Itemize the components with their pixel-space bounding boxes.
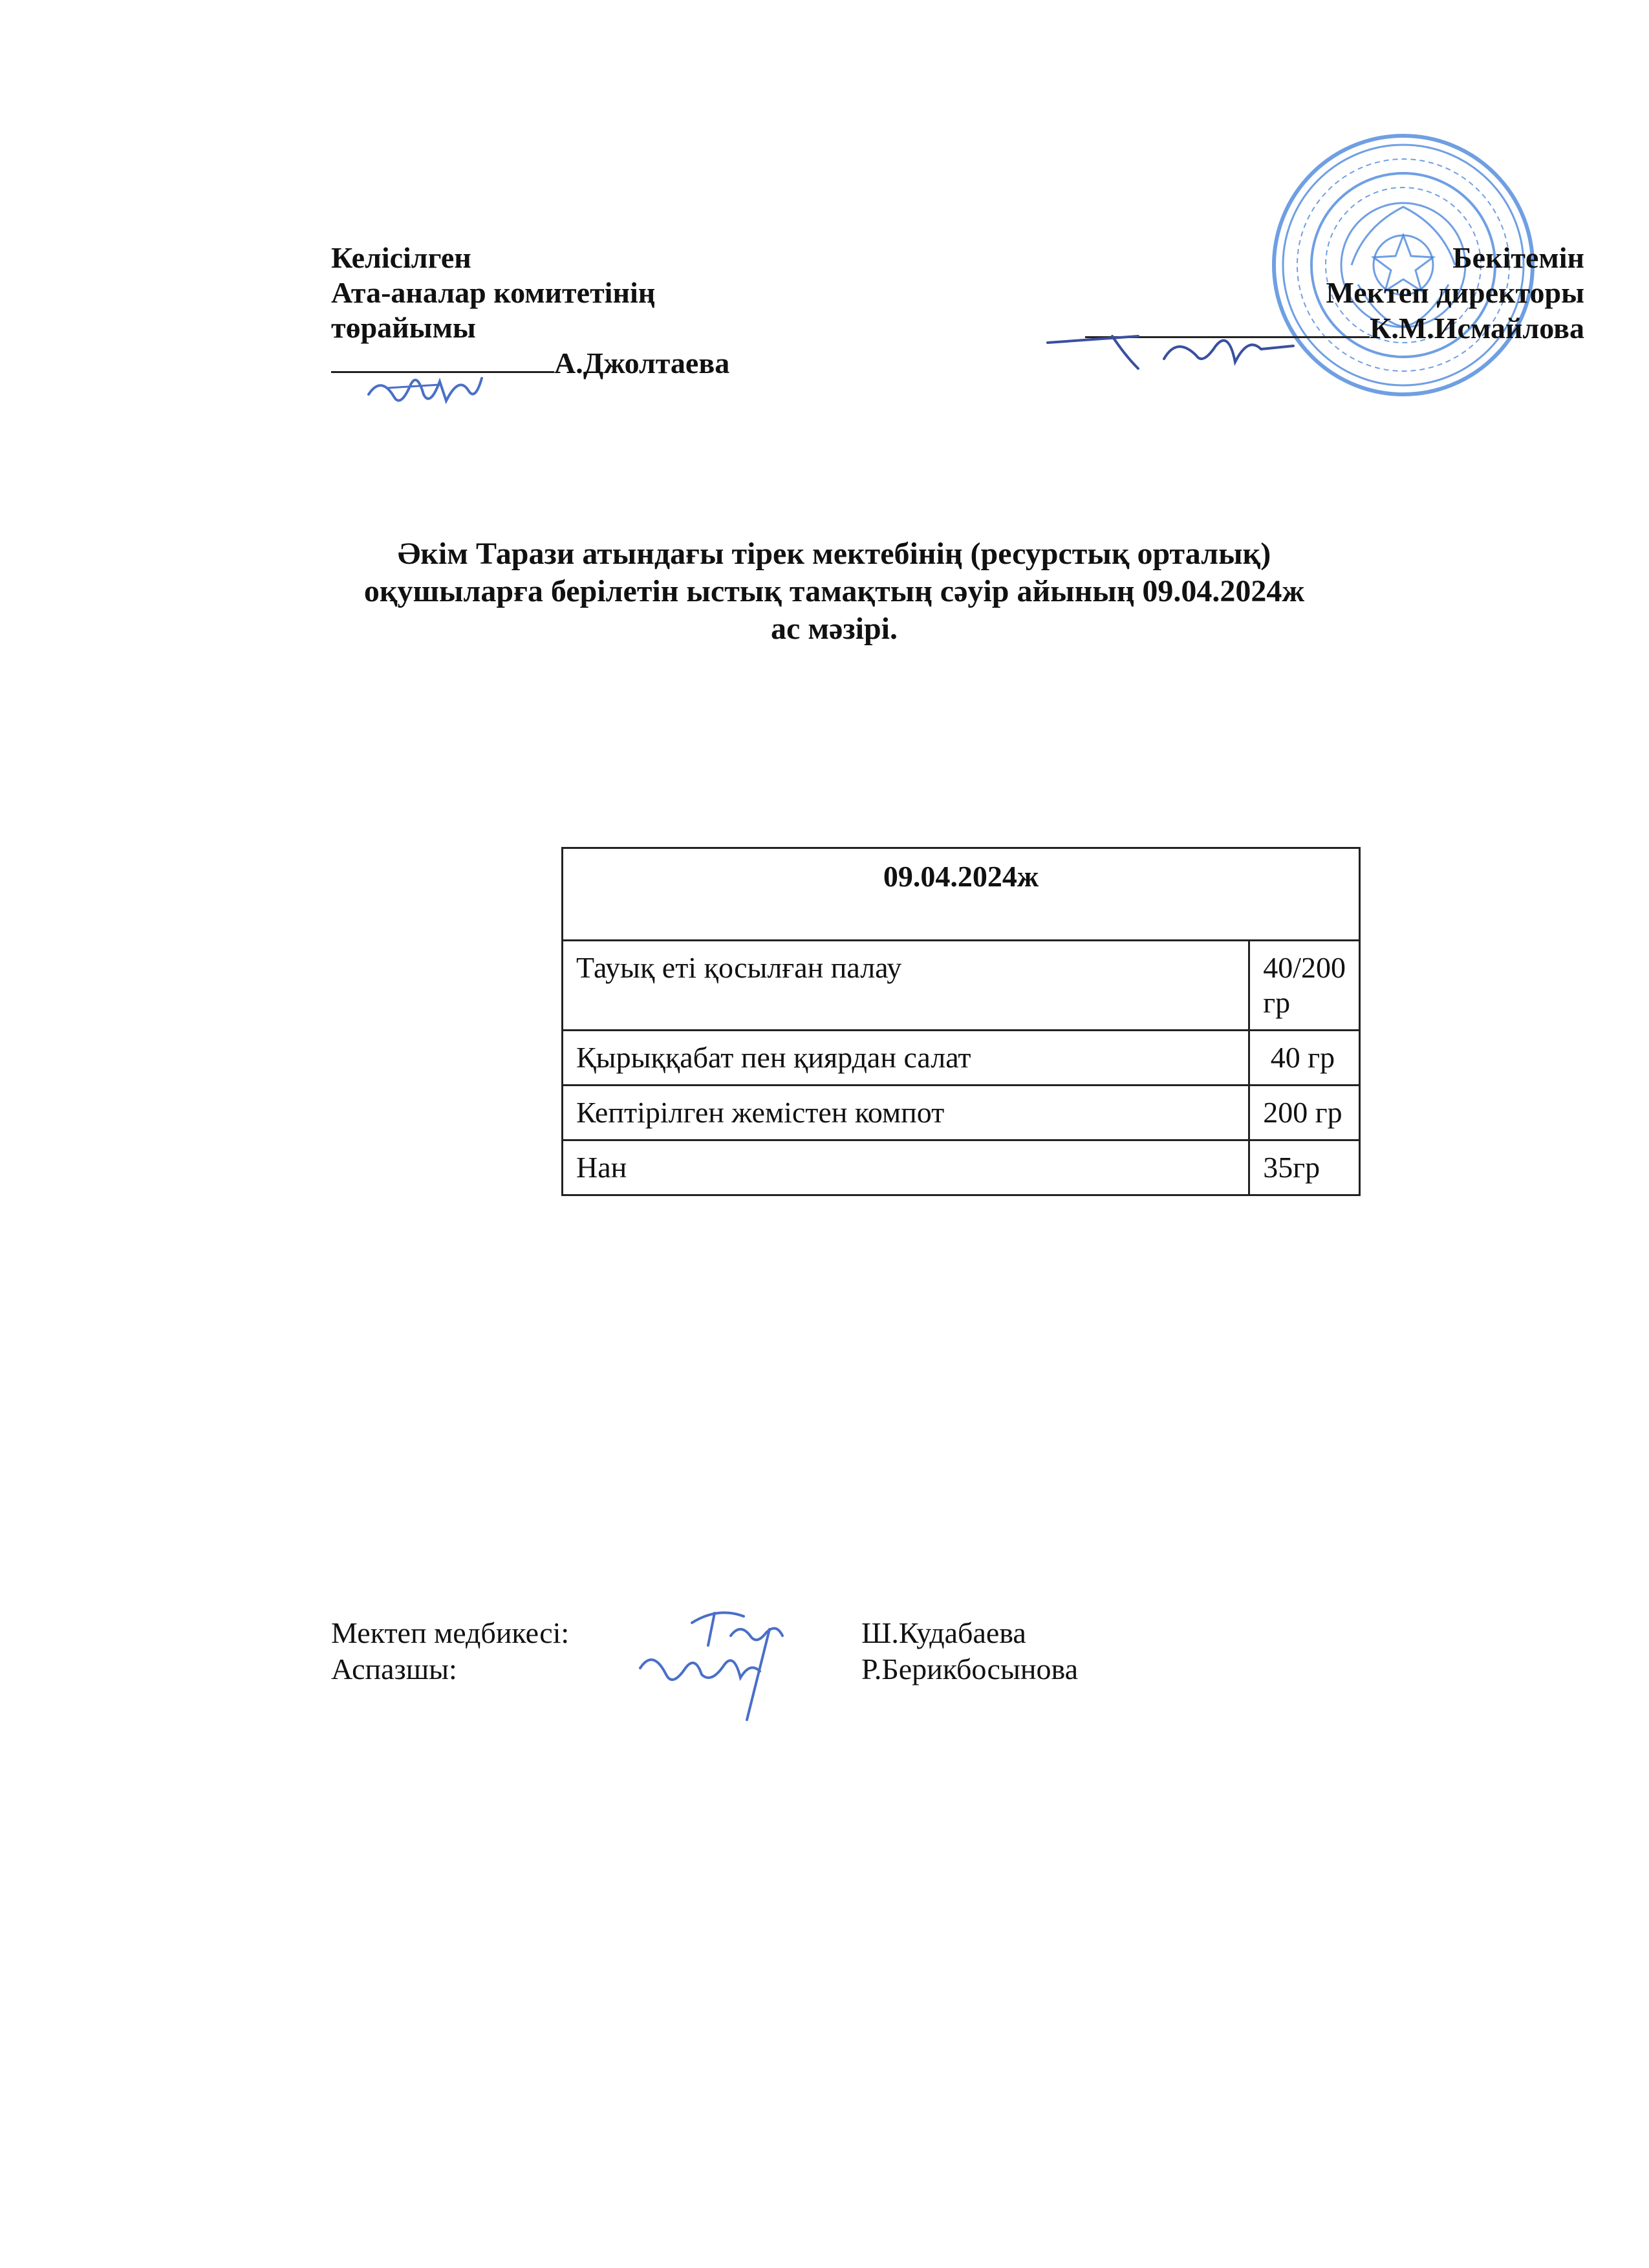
chair-name: А.Джолтаева	[554, 347, 730, 380]
director-signature	[1035, 310, 1306, 388]
document-title	[194, 535, 1474, 648]
director-name: К.М.Исмайлова	[1370, 312, 1584, 345]
dish-name	[563, 1031, 1249, 1086]
dish-portion: 200 гр	[1249, 1086, 1360, 1140]
agreement-block	[331, 241, 913, 381]
table-row	[563, 1031, 1360, 1086]
table-header-row	[563, 848, 1360, 941]
dish-portion: 40/200 гр	[1249, 941, 1360, 1031]
title-line-1: Әкім Тарази атындағы тірек мектебінің (ресурстық орталық)	[397, 537, 1271, 571]
dish-name: Нан	[563, 1140, 1249, 1195]
chair-label: төрайымы	[331, 311, 476, 344]
dish-name: Тауық еті қосылған палау	[563, 941, 1249, 1031]
table-row	[563, 1086, 1360, 1140]
chair-signature	[362, 362, 491, 420]
committee-label: Ата-аналар комитетінің	[331, 276, 656, 309]
nurse-name: Ш.Кудабаева	[861, 1616, 1026, 1649]
cook-label: Аспазшы:	[331, 1653, 457, 1685]
nurse-label: Мектеп медбикесі:	[331, 1616, 570, 1649]
approve-label: Бекітемін	[1452, 241, 1584, 274]
dish-name: Кептірілген жемістен компот	[563, 1086, 1249, 1140]
dish-name-text: Қырыққабат пен қиярдан салат	[576, 1041, 971, 1074]
table-row	[563, 941, 1360, 1031]
cook-signature	[621, 1623, 808, 1726]
agreed-label: Келісілген	[331, 241, 471, 274]
title-line-2: оқушыларға берілетін ыстық тамақтың сәуір айының 09.04.2024ж	[363, 574, 1305, 608]
director-label: Мектеп директоры	[1326, 276, 1584, 309]
title-line-3: ас мәзірі.	[771, 612, 898, 646]
menu-date: 09.04.2024ж	[563, 848, 1360, 941]
table-row	[563, 1140, 1360, 1195]
dish-portion: 35гр	[1249, 1140, 1360, 1195]
dish-portion: 40 гр	[1249, 1031, 1360, 1086]
footer-signatures	[0, 1615, 1649, 1699]
cook-name: Р.Берикбосынова	[861, 1653, 1079, 1685]
menu-table	[561, 847, 1361, 1196]
